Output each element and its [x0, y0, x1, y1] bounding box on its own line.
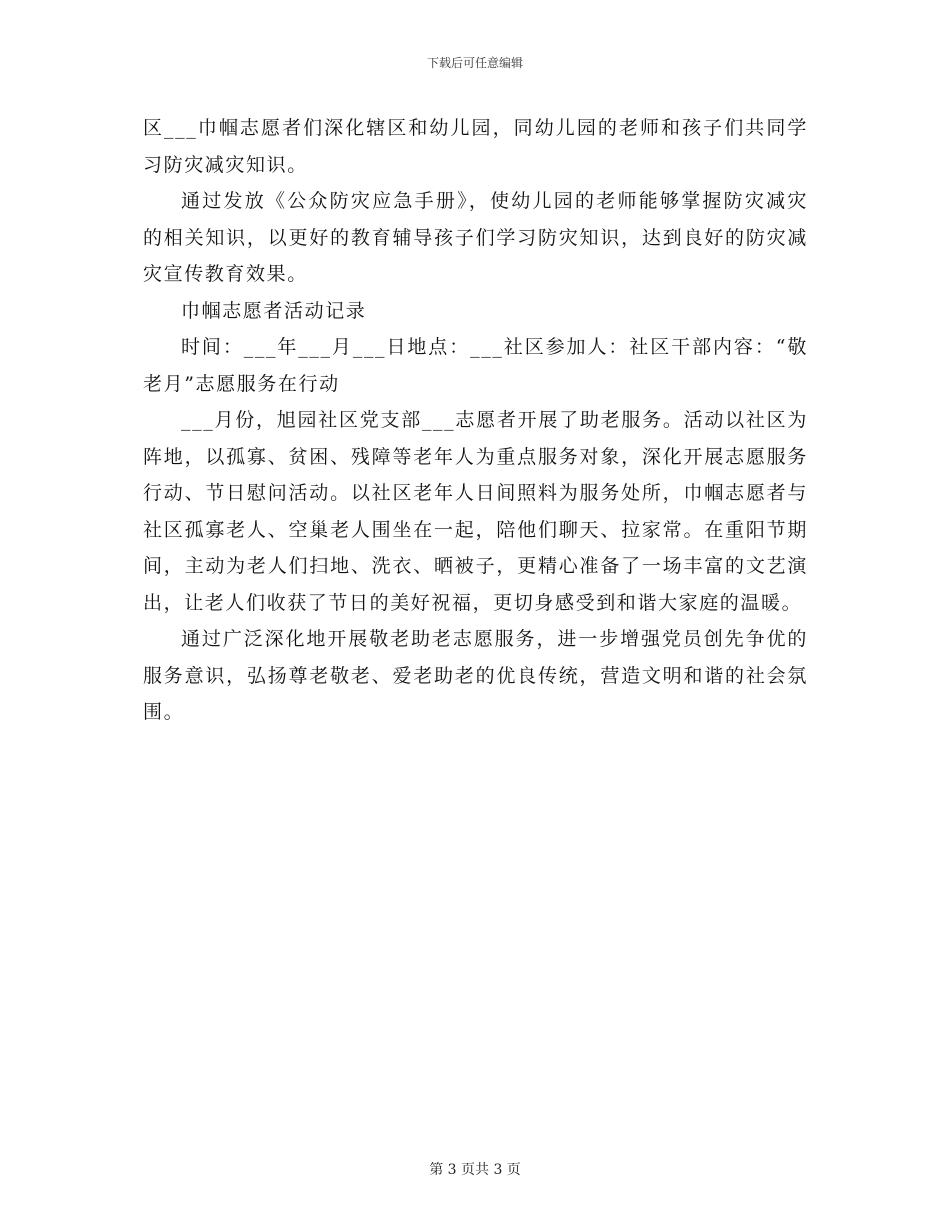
paragraph-1: 区___巾帼志愿者们深化辖区和幼儿园，同幼儿园的老师和孩子们共同学习防灾减灾知识。 — [143, 117, 808, 176]
paragraph-record-info: 时间：___年___月___日地点：___社区参加人：社区干部内容：“敬老月”志愿服务在行动 — [143, 336, 808, 395]
section-heading: 巾帼志愿者活动记录 — [181, 299, 367, 322]
page-header: 下载后可任意编辑 — [426, 56, 523, 70]
document-body — [143, 110, 808, 731]
page-footer: 第 3 页共 3 页 — [429, 1162, 521, 1178]
paragraph-2: 通过发放《公众防灾应急手册》，使幼儿园的老师能够掌握防灾减灾的相关知识，以更好的教育辅导孩子们学习防灾知识，达到良好的防灾减灾宣传教育效果。 — [143, 190, 808, 285]
paragraph-conclusion: 通过广泛深化地开展敬老助老志愿服务，进一步增强党员创先争优的服务意识，弘扬尊老敬老、爱老助老的优良传统，营造文明和谐的社会氛围。 — [143, 628, 808, 723]
paragraph-activity: ___月份，旭园社区党支部___志愿者开展了助老服务。活动以社区为阵地，以孤寡、贫困、残障等老年人为重点服务对象，深化开展志愿服务行动、节日慰问活动。以社区老年人日间照料为服务处所，巾帼志愿者与社区孤寡老人、空巢老人围坐在一起，陪他们聊天、拉家常。在重阳节期间，主动为老人们扫地、洗衣、晒被子，更精心准备了一场丰富的文艺演出，让老人们收获了节日的美好祝福，更切身感受到和谐大家庭的温暖。 — [143, 409, 808, 614]
